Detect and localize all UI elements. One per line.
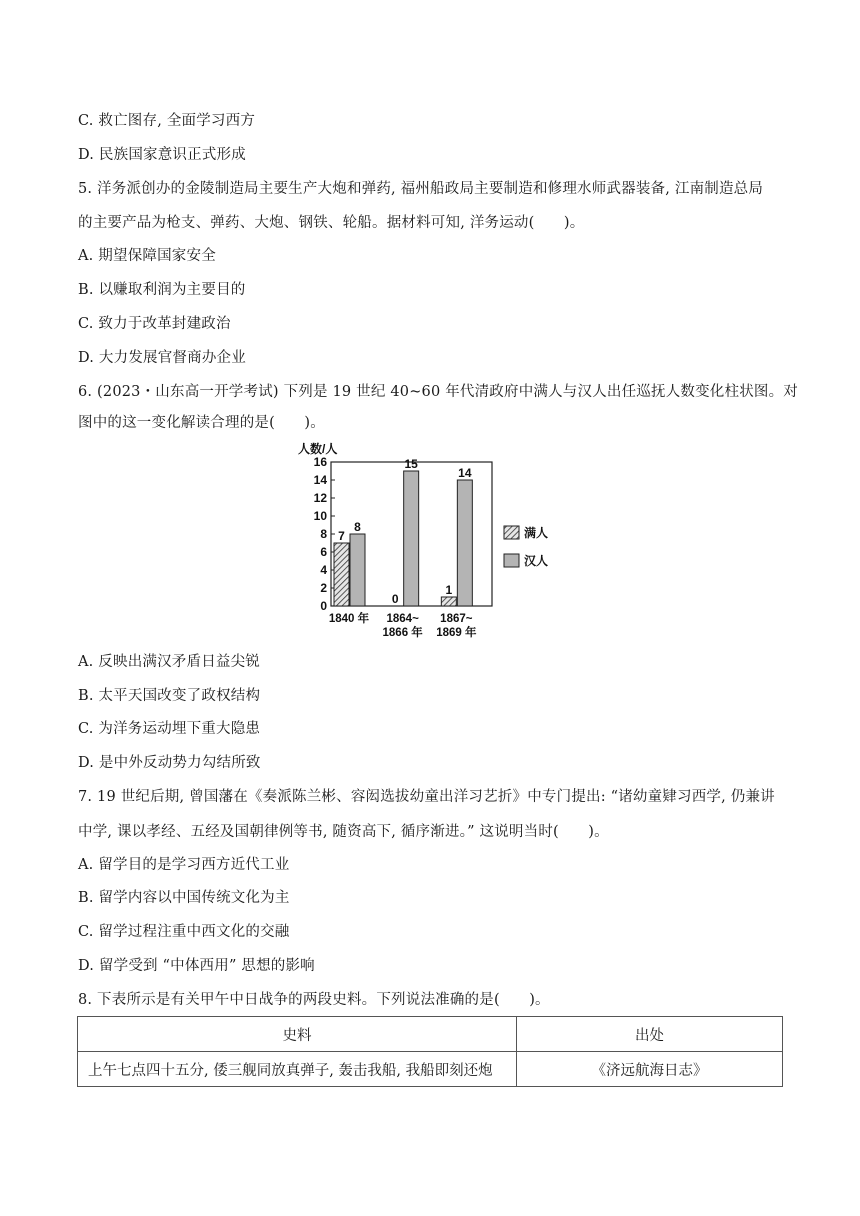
q5-stem-line-2: 的主要产品为枪支、弹药、大炮、钢铁、轮船。据材料可知, 洋务运动( )。 <box>78 215 585 231</box>
q5-option-d: D. 大力发展官督商办企业 <box>78 350 246 366</box>
q4-option-c: C. 救亡图存, 全面学习西方 <box>78 113 256 129</box>
q5-option-c: C. 致力于改革封建政治 <box>78 316 231 332</box>
data-label: 7 <box>338 529 345 543</box>
q6-option-a: A. 反映出满汉矛盾日益尖锐 <box>78 654 260 670</box>
q6-stem-line-1: 6. (2023・山东高一开学考试) 下列是 19 世纪 40~60 年代清政府中满人与汉人出任巡抚人数变化柱状图。对 <box>78 384 799 400</box>
table-header-source: 史料 <box>78 1017 517 1052</box>
bar-han <box>350 534 365 606</box>
bar-manchu <box>441 597 456 606</box>
y-axis-title: 人数/人 <box>298 442 338 456</box>
q7-stem-line-2: 中学, 课以孝经、五经及国朝律例等书, 随资高下, 循序渐进。” 这说明当时( )。 <box>78 824 609 840</box>
y-tick-label: 4 <box>320 563 327 577</box>
y-tick-label: 10 <box>313 509 327 523</box>
x-tick-label: 1840 年 <box>328 613 370 625</box>
x-tick-label: 1864~ <box>386 613 419 625</box>
bar-manchu <box>334 543 349 606</box>
q7-option-b: B. 留学内容以中国传统文化为主 <box>78 890 290 906</box>
legend-label: 满人 <box>524 526 549 540</box>
table-header-origin: 出处 <box>517 1017 783 1052</box>
q5-option-b: B. 以赚取利润为主要目的 <box>78 282 246 298</box>
bar-chart-svg <box>296 442 556 650</box>
q5-option-a: A. 期望保障国家安全 <box>78 248 216 264</box>
q4-option-d: D. 民族国家意识正式形成 <box>78 147 246 163</box>
q7-option-a: A. 留学目的是学习西方近代工业 <box>78 857 290 873</box>
x-tick-label: 1866 年 <box>382 627 423 639</box>
legend-label: 汉人 <box>524 554 549 568</box>
q6-stem-line-2: 图中的这一变化解读合理的是( )。 <box>78 415 325 431</box>
y-tick-label: 12 <box>313 491 327 505</box>
data-label: 8 <box>354 520 361 534</box>
source-table <box>77 1016 783 1087</box>
bar-han <box>457 480 472 606</box>
q7-option-d: D. 留学受到 “中体西用” 思想的影响 <box>78 958 315 974</box>
q7-stem-line-1: 7. 19 世纪后期, 曾国藩在《奏派陈兰彬、容闳选拔幼童出洋习艺折》中专门提出: “诸幼童肄习西学, 仍兼讲 <box>78 789 775 805</box>
table-header-row <box>78 1017 783 1052</box>
data-label: 15 <box>404 457 418 471</box>
y-tick-label: 8 <box>320 527 327 541</box>
bar-chart <box>296 442 556 650</box>
q5-stem-line-1: 5. 洋务派创办的金陵制造局主要生产大炮和弹药, 福州船政局主要制造和修理水师武器装备, 江南制造总局 <box>78 181 764 197</box>
y-tick-label: 6 <box>320 545 327 559</box>
legend-swatch <box>504 554 519 567</box>
y-tick-label: 2 <box>320 581 327 595</box>
x-tick-label: 1867~ <box>440 613 473 625</box>
q6-option-d: D. 是中外反动势力勾结所致 <box>78 755 261 771</box>
data-label: 1 <box>445 583 453 597</box>
table-cell-origin: 《济远航海日志》 <box>517 1052 783 1087</box>
data-label: 0 <box>391 592 399 606</box>
data-label: 14 <box>458 466 472 480</box>
q6-option-b: B. 太平天国改变了政权结构 <box>78 688 261 704</box>
bar-han <box>404 471 419 606</box>
table-cell-source: 上午七点四十五分, 倭三舰同放真弹子, 轰击我船, 我船即刻还炮 <box>78 1052 517 1087</box>
table-row <box>78 1052 783 1087</box>
q8-stem: 8. 下表所示是有关甲午中日战争的两段史料。下列说法准确的是( )。 <box>78 992 550 1008</box>
legend-swatch <box>504 526 519 539</box>
y-tick-label: 0 <box>320 599 327 613</box>
q7-option-c: C. 留学过程注重中西文化的交融 <box>78 924 290 940</box>
y-tick-label: 14 <box>313 473 327 487</box>
y-tick-label: 16 <box>313 455 327 469</box>
q6-option-c: C. 为洋务运动埋下重大隐患 <box>78 721 261 737</box>
x-tick-label: 1869 年 <box>436 627 477 639</box>
